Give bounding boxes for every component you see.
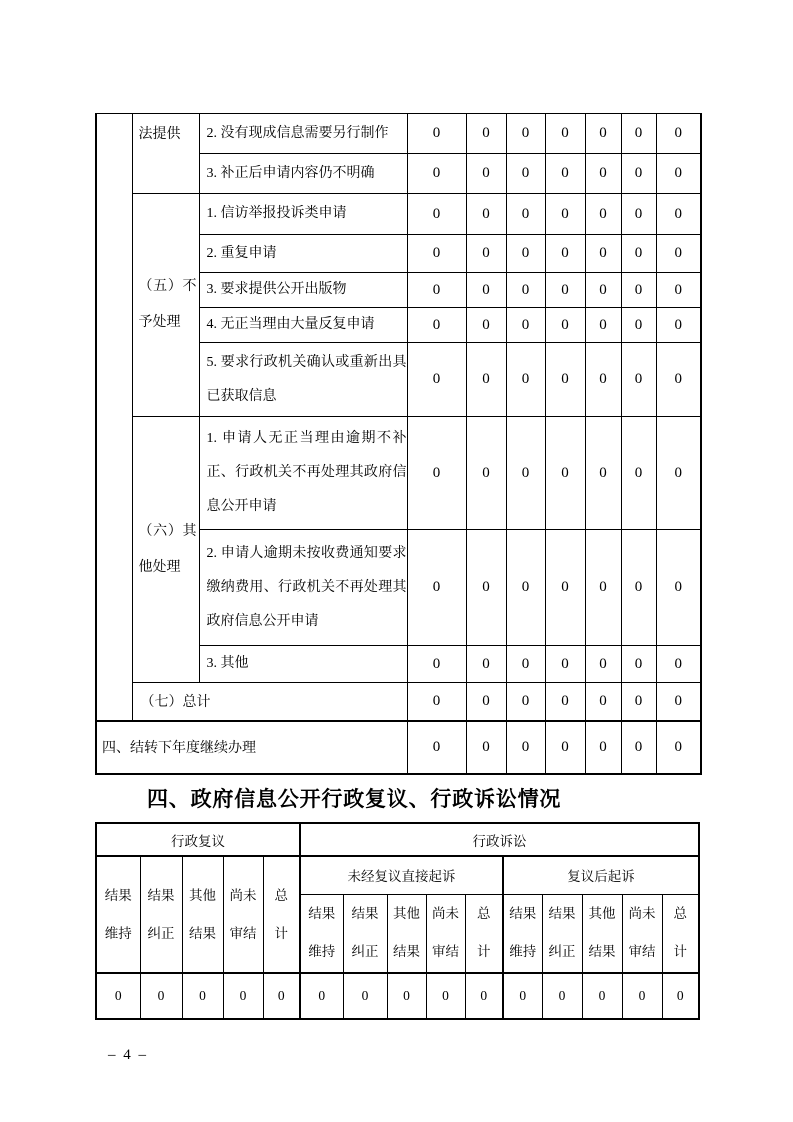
table-row [96, 856, 699, 894]
value-cell: 0 [466, 154, 506, 194]
value-cell: 0 [407, 114, 466, 154]
value-cell: 0 [545, 417, 585, 530]
group-label-cell: （五）不予处理 [132, 194, 199, 417]
table-row [96, 114, 701, 154]
group-label-cell: 法提供 [132, 114, 199, 194]
value-cell: 0 [621, 114, 656, 154]
value-cell: 0 [656, 154, 701, 194]
value-cell: 0 [407, 721, 466, 774]
value-cell: 0 [506, 273, 545, 308]
value-cell: 0 [621, 154, 656, 194]
value-cell: 0 [656, 417, 701, 530]
value-cell: 0 [621, 194, 656, 235]
value-cell: 0 [466, 721, 506, 774]
value-cell: 0 [407, 235, 466, 273]
item-cell: 3. 其他 [199, 646, 407, 683]
value-cell: 0 [506, 343, 545, 417]
table-row [96, 417, 701, 530]
column-header-cell: 其他结果 [182, 856, 223, 973]
value-cell: 0 [506, 114, 545, 154]
value-cell: 0 [621, 530, 656, 646]
value-cell: 0 [545, 154, 585, 194]
value-cell: 0 [545, 235, 585, 273]
value-cell: 0 [621, 417, 656, 530]
value-cell: 0 [506, 235, 545, 273]
value-cell: 0 [656, 235, 701, 273]
value-cell: 0 [407, 343, 466, 417]
value-cell: 0 [545, 646, 585, 683]
value-cell: 0 [545, 273, 585, 308]
value-cell: 0 [585, 417, 621, 530]
value-cell: 0 [466, 273, 506, 308]
value-cell: 0 [466, 114, 506, 154]
table-row [96, 721, 701, 774]
column-header-cell: 其他结果 [387, 894, 426, 973]
value-cell: 0 [656, 273, 701, 308]
value-cell: 0 [621, 721, 656, 774]
litigation-header-cell: 行政诉讼 [300, 823, 699, 856]
table-row [96, 973, 699, 1019]
value-cell: 0 [182, 973, 223, 1019]
item-cell: 4. 无正当理由大量反复申请 [199, 308, 407, 343]
value-cell: 0 [656, 683, 701, 721]
value-cell: 0 [585, 154, 621, 194]
column-header-cell: 结果维持 [503, 894, 542, 973]
value-cell: 0 [622, 973, 662, 1019]
table-row [96, 194, 701, 235]
value-cell: 0 [387, 973, 426, 1019]
group-label-cell: （六）其他处理 [132, 417, 199, 683]
carryover-label-cell: 四、结转下年度继续办理 [96, 721, 407, 774]
item-cell: 2. 没有现成信息需要另行制作 [199, 114, 407, 154]
value-cell: 0 [466, 343, 506, 417]
value-cell: 0 [466, 194, 506, 235]
value-cell: 0 [585, 646, 621, 683]
value-cell: 0 [407, 530, 466, 646]
value-cell: 0 [621, 683, 656, 721]
value-cell: 0 [407, 683, 466, 721]
column-header-cell: 结果维持 [300, 894, 343, 973]
page-number: – 4 – [108, 1047, 148, 1063]
value-cell: 0 [506, 154, 545, 194]
value-cell: 0 [506, 530, 545, 646]
value-cell: 0 [656, 114, 701, 154]
value-cell: 0 [465, 973, 503, 1019]
item-cell: 1. 信访举报投诉类申请 [199, 194, 407, 235]
value-cell: 0 [407, 273, 466, 308]
value-cell: 0 [585, 721, 621, 774]
value-cell: 0 [585, 683, 621, 721]
value-cell: 0 [466, 646, 506, 683]
value-cell: 0 [545, 343, 585, 417]
value-cell: 0 [621, 646, 656, 683]
section-title: 四、政府信息公开行政复议、行政诉讼情况 [147, 788, 562, 811]
after-review-suit-header-cell: 复议后起诉 [503, 856, 699, 894]
value-cell: 0 [407, 194, 466, 235]
column-header-cell: 结果纠正 [140, 856, 182, 973]
column-header-cell: 尚未审结 [622, 894, 662, 973]
column-header-cell: 其他结果 [582, 894, 622, 973]
value-cell: 0 [662, 973, 699, 1019]
direct-suit-header-cell: 未经复议直接起诉 [300, 856, 503, 894]
value-cell: 0 [466, 308, 506, 343]
value-cell: 0 [506, 683, 545, 721]
item-cell: 5. 要求行政机关确认或重新出具已获取信息 [199, 343, 407, 417]
value-cell: 0 [621, 235, 656, 273]
value-cell: 0 [621, 273, 656, 308]
value-cell: 0 [545, 683, 585, 721]
value-cell: 0 [96, 973, 140, 1019]
value-cell: 0 [656, 308, 701, 343]
value-cell: 0 [545, 530, 585, 646]
value-cell: 0 [426, 973, 465, 1019]
value-cell: 0 [656, 530, 701, 646]
value-cell: 0 [506, 417, 545, 530]
value-cell: 0 [621, 343, 656, 417]
value-cell: 0 [407, 646, 466, 683]
column-header-cell: 总计 [465, 894, 503, 973]
value-cell: 0 [466, 417, 506, 530]
value-cell: 0 [407, 154, 466, 194]
value-cell: 0 [585, 194, 621, 235]
value-cell: 0 [585, 235, 621, 273]
value-cell: 0 [300, 973, 343, 1019]
value-cell: 0 [621, 308, 656, 343]
value-cell: 0 [585, 308, 621, 343]
item-cell: 3. 补正后申请内容仍不明确 [199, 154, 407, 194]
value-cell: 0 [506, 308, 545, 343]
column-header-cell: 总计 [662, 894, 699, 973]
column-header-cell: 尚未审结 [223, 856, 263, 973]
value-cell: 0 [545, 114, 585, 154]
value-cell: 0 [506, 646, 545, 683]
value-cell: 0 [407, 417, 466, 530]
column-header-cell: 结果纠正 [542, 894, 582, 973]
value-cell: 0 [545, 308, 585, 343]
value-cell: 0 [656, 721, 701, 774]
value-cell: 0 [585, 273, 621, 308]
item-cell: 3. 要求提供公开出版物 [199, 273, 407, 308]
value-cell: 0 [585, 530, 621, 646]
item-cell: 2. 重复申请 [199, 235, 407, 273]
column-header-cell: 结果维持 [96, 856, 140, 973]
item-cell: 2. 申请人逾期未按收费通知要求缴纳费用、行政机关不再处理其政府信息公开申请 [199, 530, 407, 646]
value-cell: 0 [506, 721, 545, 774]
item-cell: 1. 申请人无正当理由逾期不补正、行政机关不再处理其政府信息公开申请 [199, 417, 407, 530]
value-cell: 0 [545, 721, 585, 774]
value-cell: 0 [656, 646, 701, 683]
value-cell: 0 [656, 194, 701, 235]
value-cell: 0 [407, 308, 466, 343]
value-cell: 0 [585, 114, 621, 154]
value-cell: 0 [656, 343, 701, 417]
table-row [96, 683, 701, 721]
value-cell: 0 [223, 973, 263, 1019]
table-application-processing-results [95, 113, 702, 775]
table-row [96, 823, 699, 856]
column-header-cell: 总计 [263, 856, 300, 973]
value-cell: 0 [585, 343, 621, 417]
review-header-cell: 行政复议 [96, 823, 300, 856]
value-cell: 0 [506, 194, 545, 235]
column-header-cell: 尚未审结 [426, 894, 465, 973]
empty-category-cell [96, 114, 132, 721]
table-review-litigation [95, 822, 700, 1020]
value-cell: 0 [542, 973, 582, 1019]
value-cell: 0 [545, 194, 585, 235]
value-cell: 0 [466, 683, 506, 721]
value-cell: 0 [343, 973, 387, 1019]
value-cell: 0 [582, 973, 622, 1019]
total-label-cell: （七）总计 [132, 683, 407, 721]
value-cell: 0 [140, 973, 182, 1019]
value-cell: 0 [263, 973, 300, 1019]
column-header-cell: 结果纠正 [343, 894, 387, 973]
value-cell: 0 [466, 530, 506, 646]
value-cell: 0 [503, 973, 542, 1019]
value-cell: 0 [466, 235, 506, 273]
